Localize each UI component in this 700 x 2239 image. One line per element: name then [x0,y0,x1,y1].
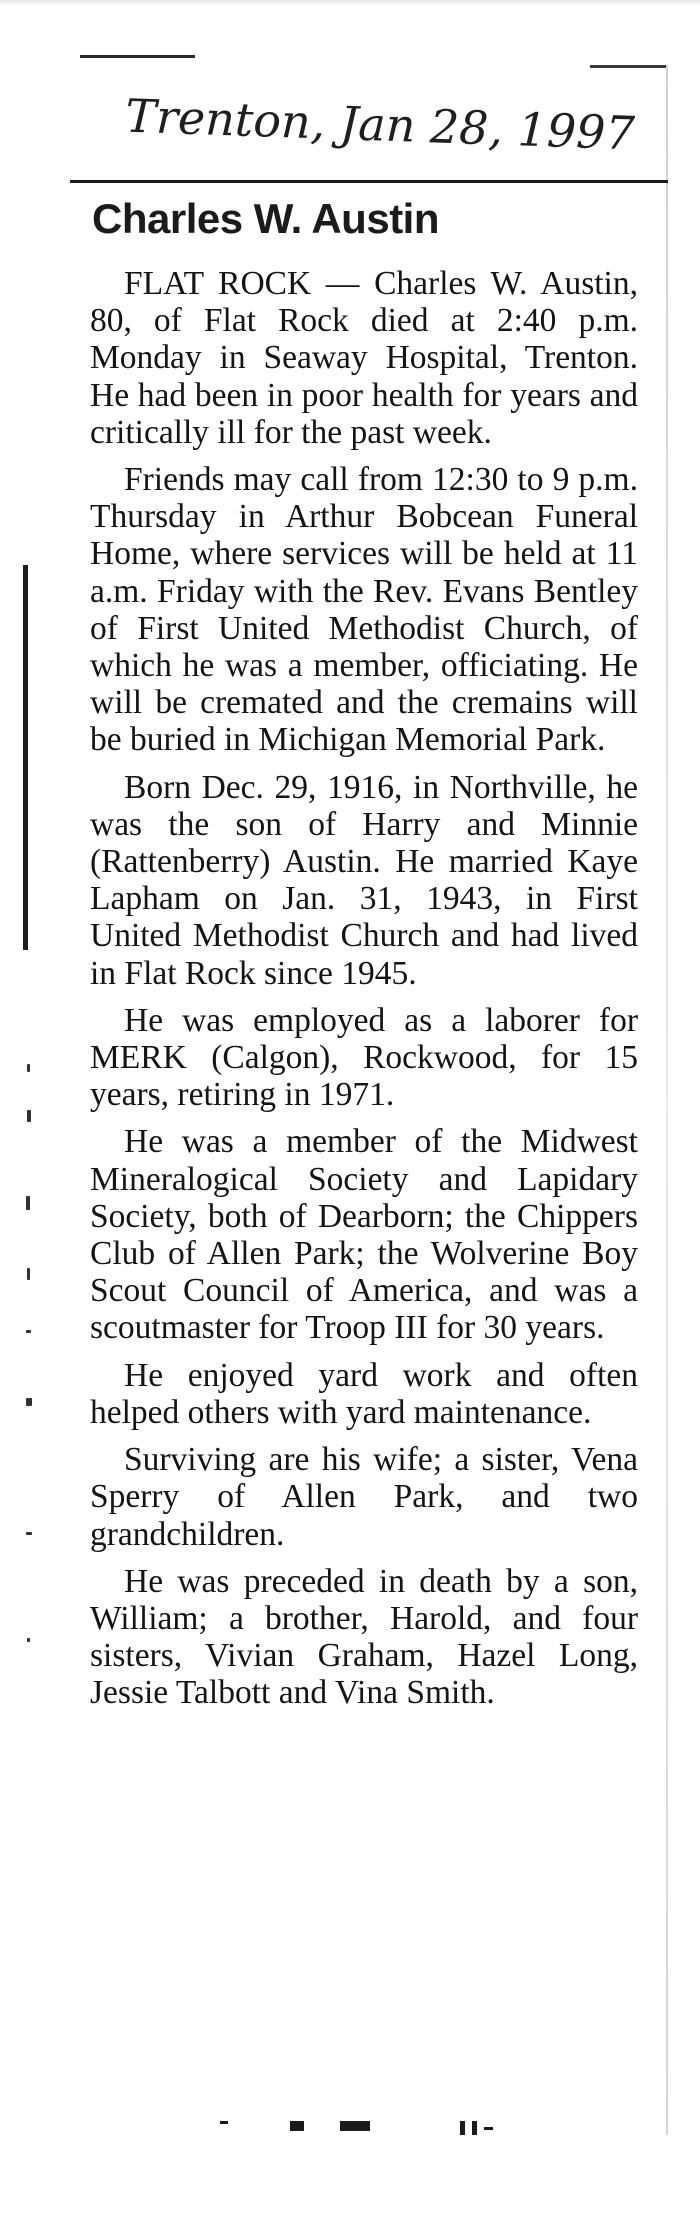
newspaper-clipping [70,55,668,2155]
headline-rule [70,180,668,183]
margin-speck [27,1638,30,1642]
obituary-headline: Charles W. Austin [92,195,440,242]
paragraph-survivors: Surviving are his wife; a sister, Vena Sperry of Allen Park, and two grandchildren. [90,1441,638,1553]
paragraph-birth-marriage: Born Dec. 29, 1916, in Northville, he was the son of Harry and Minnie (Rattenberry) Austin. He married Kaye Lapham on Jan. 31, 1943, in First United Methodist Church and had lived in Flat Rock since 1945. [90,768,638,992]
margin-speck [26,1330,31,1333]
margin-speck [26,1196,30,1210]
top-rule-fragment-right [590,65,668,68]
margin-speck [27,1110,31,1122]
handwritten-date-note [115,79,675,189]
margin-speck [26,1398,32,1406]
paragraph-preceded-in-death: He was preceded in death by a son, William; a brother, Harold, and four sisters, Vivian Graham, Hazel Long, Jessie Talbott and Vina Smith. [90,1562,638,1712]
paragraph-hobbies: He enjoyed yard work and often helped others with yard maintenance. [90,1356,638,1431]
paragraph-services: Friends may call from 12:30 to 9 p.m. Thursday in Arthur Bobcean Funeral Home, where services will be held at 11 a.m. Friday with the Rev. Evans Bentley of First United Methodist Church, of which he was a member, officiating. He will be cremated and the cremains will be buried in Michigan Memorial Park. [90,461,638,759]
paragraph-memberships: He was a member of the Midwest Mineralogical Society and Lapidary Society, both of Dearborn; the Chippers Club of Allen Park; the Wolverine Boy Scout Council of America, and was a scoutmaster for Troop III for 30 years. [90,1123,638,1347]
margin-speck [27,1268,30,1280]
clipping-right-edge [666,65,668,2135]
paragraph-employment: He was employed as a laborer for MERK (Calgon), Rockwood, for 15 years, retiring in 1971. [90,1001,638,1114]
top-rule-fragment [80,55,195,58]
obituary-body [90,265,638,1722]
margin-marker-bar [23,565,28,950]
handwritten-date-text: Trenton, Jan 28, 1997 [124,88,636,161]
scan-edge [0,0,700,6]
cut-off-next-headline [220,2115,510,2135]
margin-speck [27,1064,30,1072]
paragraph-death-notice: FLAT ROCK — Charles W. Austin, 80, of Flat Rock died at 2:40 p.m. Monday in Seaway Hospital, Trenton. He had been in poor health for years and critically ill for the past week. [90,265,638,451]
margin-speck [26,1532,32,1535]
